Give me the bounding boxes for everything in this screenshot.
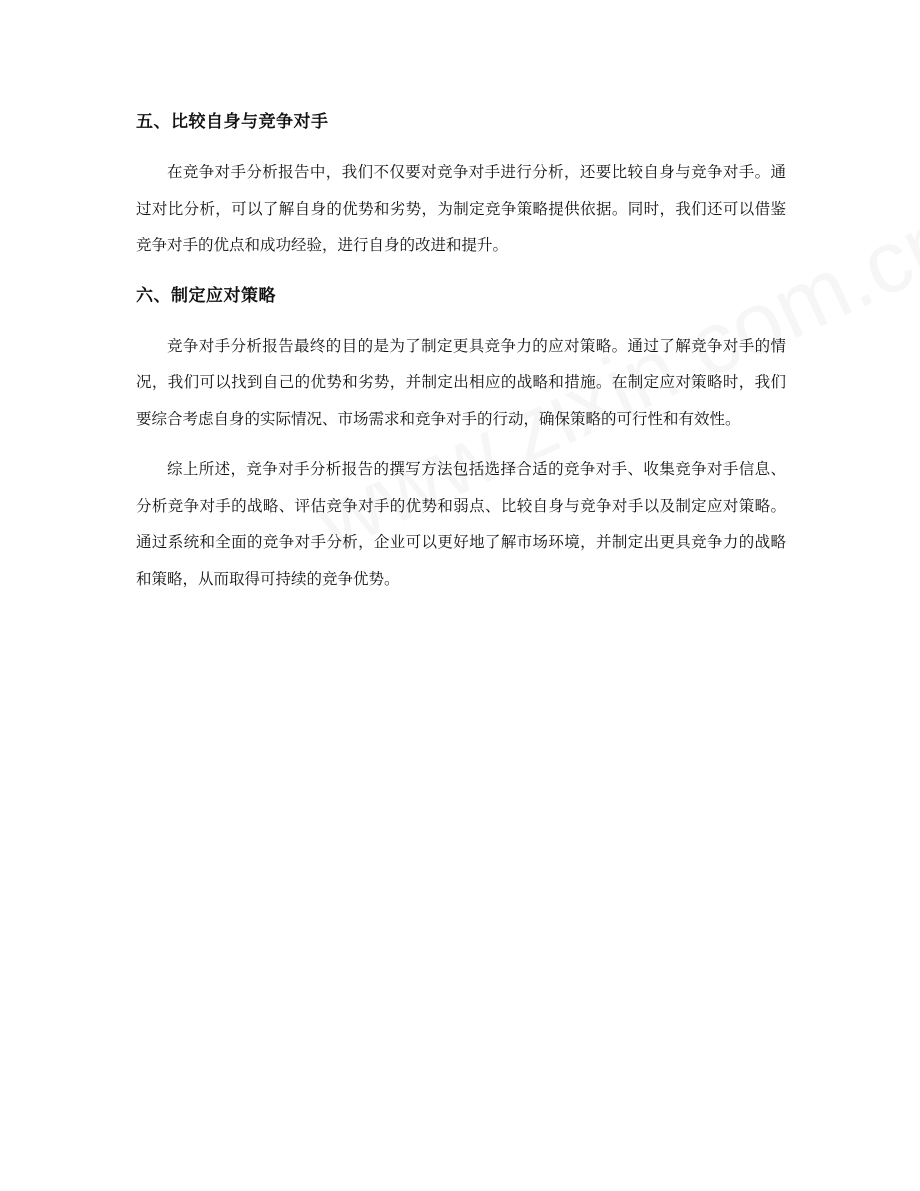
section-heading-strategy: 六、制定应对策略 (136, 285, 276, 306)
section-paragraph-compare: 在竞争对手分析报告中，我们不仅要对竞争对手进行分析，还要比较自身与竞争对手。通过对比分析，可以了解自身的优势和劣势，为制定竞争策略提供依据。同时，我们还可以借鉴竞争对手的优点和成功经验，进行自身的改进和提升。 (136, 163, 786, 254)
section-paragraph-strategy: 竞争对手分析报告最终的目的是为了制定更具竞争力的应对策略。通过了解竞争对手的情况，我们可以找到自己的优势和劣势，并制定出相应的战略和措施。在制定应对策略时，我们要综合考虑自身的实际情况、市场需求和竞争对手的行动，确保策略的可行性和有效性。 (136, 336, 786, 428)
section-heading-compare: 五、比较自身与竞争对手 (136, 112, 329, 132)
section-paragraph-summary: 综上所述，竞争对手分析报告的撰写方法包括选择合适的竞争对手、收集竞争对手信息、分析竞争对手的战略、评估竞争对手的优势和弱点、比较自身与竞争对手以及制定应对策略。通过系统和全面的竞争对手分析，企业可以更好地了解市场环境，并制定出更具竞争力的战略和策略，从而取得可持续的竞争优势。 (136, 460, 786, 588)
document-content (136, 104, 786, 597)
